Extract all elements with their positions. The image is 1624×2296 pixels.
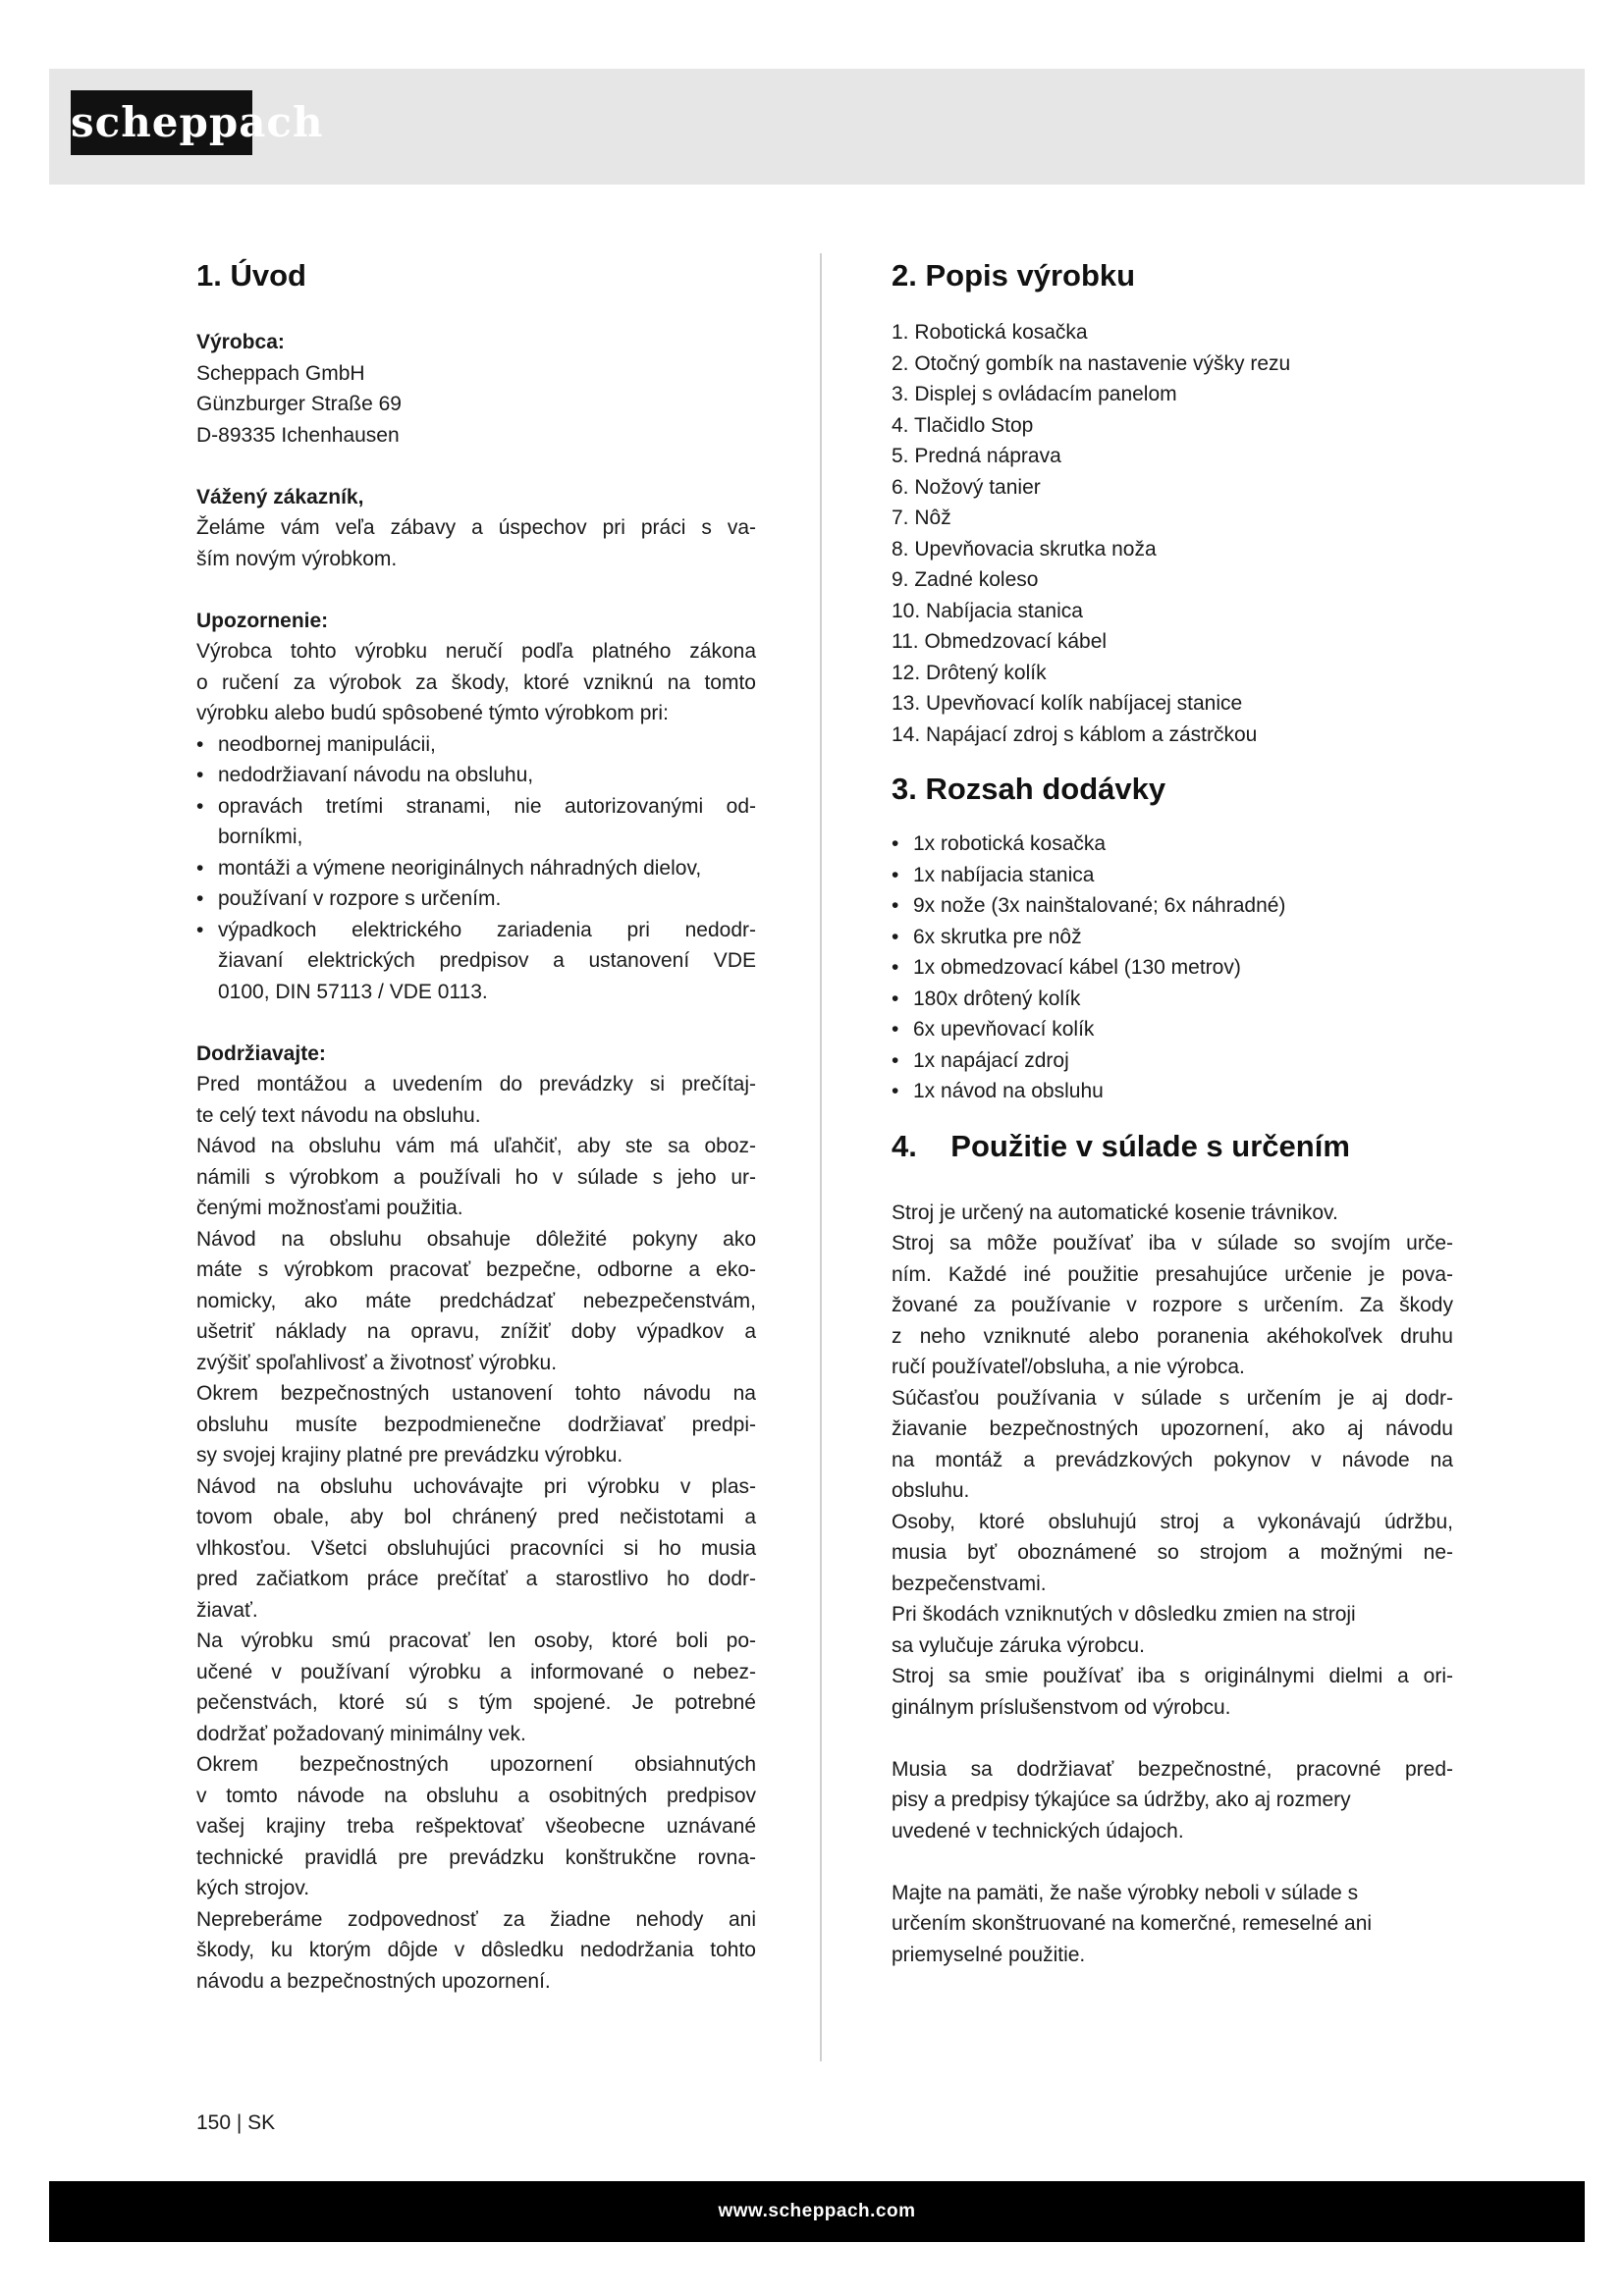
list-item: • 1x nabíjacia stanica <box>892 860 1453 891</box>
observe-label: Dodržiavajte: <box>196 1041 326 1065</box>
text-line: Na výrobku smú pracovať len osoby, ktoré boli po- <box>196 1629 756 1652</box>
text-line: Pred montážou a uvedením do prevádzky si prečítaj- <box>196 1073 756 1095</box>
text-line: nomicky, ako máte predchádzať nebezpečenstvám, <box>196 1289 756 1312</box>
text-line: ušetriť náklady na opravu, znížiť doby výpadkov a <box>196 1320 756 1343</box>
list-item: • 1x robotická kosačka <box>892 828 1453 860</box>
list-item: 7. Nôž <box>892 507 951 529</box>
text-line: tovom obale, aby bol chránený pred nečistotami a <box>196 1506 756 1528</box>
commercial-use-note <box>892 1878 1453 1971</box>
text-line: ním. Každé iné použitie presahujúce určenie je pova- <box>892 1262 1453 1286</box>
text-line: Návod na obsluhu uchovávajte pri výrobku v plas- <box>196 1474 756 1498</box>
list-item: 14. Napájací zdroj s káblom a zástrčkou <box>892 722 1258 746</box>
manufacturer-address <box>196 358 756 452</box>
list-item: • 1x návod na obsluhu <box>892 1076 1453 1107</box>
list-item: 6. Nožový tanier <box>892 475 1041 499</box>
text-line: na montáž a prevádzkových pokynov v návode na <box>892 1448 1453 1471</box>
list-item-continuation: 0100, DIN 57113 / VDE 0113. <box>218 980 488 1003</box>
text-line: Stroj sa smie používať iba s originálnymi dielmi a ori- <box>892 1665 1453 1687</box>
text-line: priemyselné použitie. <box>892 1943 1086 1966</box>
text-line: Pri škodách vzniknutých v dôsledku zmien na stroji <box>892 1603 1356 1626</box>
list-item: • 1x obmedzovací kábel (130 metrov) <box>892 952 1453 984</box>
list-item: • výpadkoch elektrického zariadenia pri nedodr- <box>196 915 756 946</box>
text-line: zvýšiť spoľahlivosť a životnosť výrobku. <box>196 1351 558 1374</box>
list-item: 11. Obmedzovací kábel <box>892 630 1108 653</box>
heading-intended-use: 4. Použitie v súlade s určením <box>892 1128 1350 1163</box>
observe-text <box>196 1069 756 1997</box>
text-line: Okrem bezpečnostných upozornení obsiahnutých <box>196 1753 756 1776</box>
list-item: 4. Tlačidlo Stop <box>892 413 1034 437</box>
list-item: • montáži a výmene neoriginálnych náhradných dielov, <box>196 853 756 884</box>
footer-band <box>49 2181 1585 2242</box>
website-link[interactable]: www.scheppach.com <box>718 2201 916 2221</box>
text-line: vlhkosťou. Všetci obsluhujúci pracovníci si ho musia <box>196 1536 756 1560</box>
list-item-continuation: žiavaní elektrických predpisov a ustanovení VDE <box>218 949 756 972</box>
text-line: v tomto návode na obsluhu a osobitných predpisov <box>196 1784 756 1807</box>
list-item: • 6x skrutka pre nôž <box>892 922 1453 953</box>
heading-introduction: 1. Úvod <box>196 258 306 293</box>
text-line: sa vylučuje záruka výrobcu. <box>892 1633 1145 1657</box>
address-line: Scheppach GmbH <box>196 361 365 385</box>
list-item: 3. Displej s ovládacím panelom <box>892 383 1177 405</box>
parts-list <box>892 317 1453 750</box>
text-line: určením skonštruované na komerčné, remeselné ani <box>892 1912 1373 1935</box>
list-item: 8. Upevňovacia skrutka noža <box>892 537 1157 561</box>
text-line: máte s výrobkom pracovať bezpečne, odborne a eko- <box>196 1258 756 1281</box>
text-line: žiavanie bezpečnostných upozornení, ako aj návodu <box>892 1417 1453 1440</box>
text-line: Okrem bezpečnostných ustanovení tohto návodu na <box>196 1382 756 1405</box>
page-number: 150 | SK <box>196 2111 276 2134</box>
greeting-text <box>196 512 756 574</box>
list-item: • používaní v rozpore s určením. <box>196 883 756 915</box>
text-line: kých strojov. <box>196 1877 310 1899</box>
heading-product-description: 2. Popis výrobku <box>892 258 1136 293</box>
text-line: musia byť oboznámené so strojom a možnými ne- <box>892 1541 1453 1564</box>
list-item-continuation: borníkmi, <box>218 826 303 848</box>
text-line: žované za používanie v rozpore s určením. Za škody <box>892 1294 1453 1316</box>
text-line: Návod na obsluhu vám má uľahčiť, aby ste sa oboz- <box>196 1135 756 1157</box>
column-divider <box>820 253 822 2061</box>
heading-scope-of-delivery: 3. Rozsah dodávky <box>892 772 1166 806</box>
text-line: Súčasťou používania v súlade s určením je aj dodr- <box>892 1386 1453 1410</box>
regulations-text <box>892 1754 1453 1847</box>
text-line: návodu a bezpečnostných upozornení. <box>196 1969 551 1993</box>
list-item: 5. Predná náprava <box>892 445 1061 467</box>
text-line: čenými možnosťami použitia. <box>196 1197 463 1219</box>
text-line: vašej krajiny treba rešpektovať všeobecne uznávané <box>196 1815 756 1838</box>
text-line: ginálnym príslušenstvom od výrobcu. <box>892 1695 1231 1719</box>
text-line: Osoby, ktoré obsluhujú stroj a vykonávajú údržbu, <box>892 1510 1453 1533</box>
list-item: 10. Nabíjacia stanica <box>892 599 1083 622</box>
list-item: 13. Upevňovací kolík nabíjacej stanice <box>892 692 1243 715</box>
text-line: obsluhu musíte bezpodmienečne dodržiavať predpi- <box>196 1413 756 1436</box>
text-line: Návod na obsluhu obsahuje dôležité pokyny ako <box>196 1227 756 1251</box>
greeting-label: Vážený zákazník, <box>196 485 364 508</box>
delivery-list <box>892 828 1453 1107</box>
text-line: z neho vzniknuté alebo poranenia akéhokoľvek druhu <box>892 1324 1453 1348</box>
text-line: pisy a predpisy týkajúce sa údržby, ako aj rozmery <box>892 1789 1351 1811</box>
text-line: námili s výrobkom a používali ho v súlade s jeho ur- <box>196 1165 756 1189</box>
text-line: ším novým výrobkom. <box>196 547 398 570</box>
text-line: Nepreberáme zodpovednosť za žiadne nehody ani <box>196 1907 756 1931</box>
notice-text <box>196 636 756 729</box>
text-line: Musia sa dodržiavať bezpečnostné, pracovné pred- <box>892 1757 1453 1781</box>
list-item: 2. Otočný gombík na nastavenie výšky rezu <box>892 351 1291 375</box>
text-line: bezpečenstvami. <box>892 1572 1047 1595</box>
right-column <box>892 250 1453 1970</box>
address-line: D-89335 Ichenhausen <box>196 423 400 447</box>
list-item: 9. Zadné koleso <box>892 568 1039 591</box>
text-line: te celý text návodu na obsluhu. <box>196 1103 481 1127</box>
manufacturer-label: Výrobca: <box>196 331 285 353</box>
text-line: Želáme vám veľa zábavy a úspechov pri práci s va- <box>196 516 756 539</box>
text-line: o ručení za výrobok za škody, ktoré vzniknú na tomto <box>196 670 756 694</box>
text-line: pečenstvách, ktoré sú s tým spojené. Je potrebné <box>196 1691 756 1714</box>
brand-logo: scheppach <box>71 90 252 155</box>
text-line: učené v používaní výrobku a informované o nebez- <box>196 1660 756 1683</box>
notice-label: Upozornenie: <box>196 609 329 632</box>
list-item: • neodbornej manipulácii, <box>196 729 756 761</box>
left-column <box>196 250 756 1997</box>
text-line: Výrobca tohto výrobku neručí podľa platného zákona <box>196 640 756 663</box>
list-item: • 1x napájací zdroj <box>892 1045 1453 1077</box>
address-line: Günzburger Straße 69 <box>196 393 402 415</box>
text-line: žiavať. <box>196 1598 258 1622</box>
text-line: ručí používateľ/obsluha, a nie výrobca. <box>892 1356 1245 1378</box>
text-line: uvedené v technických údajoch. <box>892 1819 1184 1842</box>
text-line: pred začiatkom práce prečítať a starostlivo ho dodr- <box>196 1568 756 1590</box>
list-item: • nedodržiavaní návodu na obsluhu, <box>196 760 756 791</box>
list-item: • opravách tretími stranami, nie autorizovanými od- <box>196 791 756 823</box>
notice-bullet-list <box>196 729 756 1008</box>
text-line: technické pravidlá pre prevádzku konštrukčne rovna- <box>196 1845 756 1869</box>
list-item: • 9x nože (3x nainštalované; 6x náhradné) <box>892 890 1453 922</box>
list-item: 1. Robotická kosačka <box>892 321 1088 344</box>
text-line: Majte na pamäti, že naše výrobky neboli v súlade s <box>892 1881 1359 1904</box>
list-item: • 180x drôtený kolík <box>892 984 1453 1015</box>
text-line: sy svojej krajiny platné pre prevádzku výrobku. <box>196 1444 623 1467</box>
text-line: dodržať požadovaný minimálny vek. <box>196 1722 526 1745</box>
intended-use-text <box>892 1198 1453 1724</box>
list-item: 12. Drôtený kolík <box>892 661 1047 684</box>
text-line: škody, ku ktorým dôjde v dôsledku nedodržania tohto <box>196 1939 756 1961</box>
text-line: výrobku alebo budú spôsobené týmto výrobkom pri: <box>196 702 669 724</box>
text-line: Stroj sa môže používať iba v súlade so svojím urče- <box>892 1232 1453 1255</box>
list-item: • 6x upevňovací kolík <box>892 1014 1453 1045</box>
text-line: obsluhu. <box>892 1479 970 1502</box>
text-line: Stroj je určený na automatické kosenie trávnikov. <box>892 1201 1338 1224</box>
